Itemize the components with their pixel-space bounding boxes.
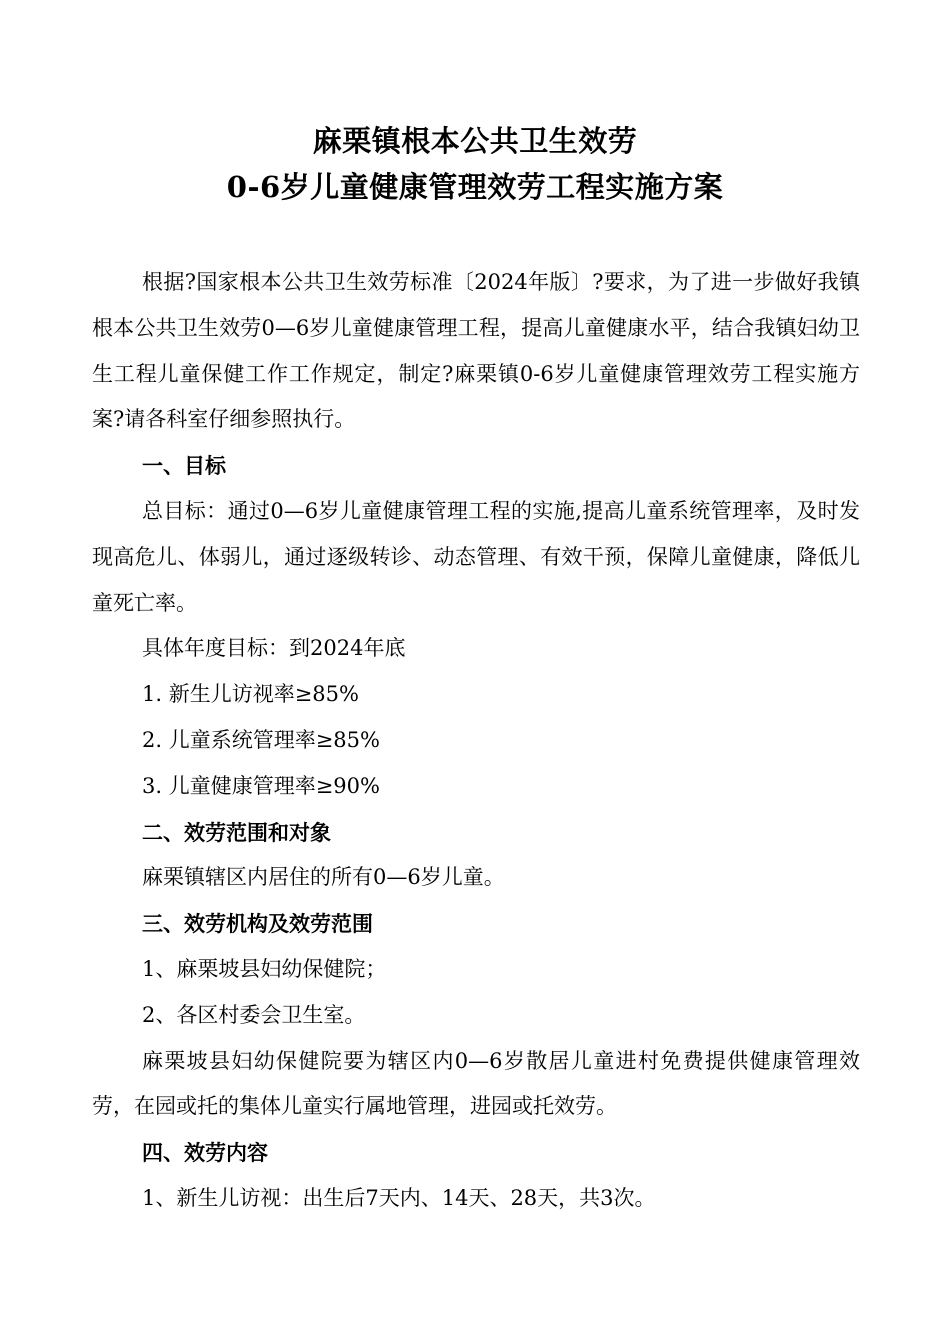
institution-paragraph: 麻栗坡县妇幼保健院要为辖区内0—6岁散居儿童进村免费提供健康管理效劳，在园或托的集体儿童实行属地管理，进园或托效劳。 [92,1048,860,1119]
institution-item: 2、各区村委会卫生室。 [142,1002,366,1027]
title-line-2: 0-6岁儿童健康管理效劳工程实施方案 [226,170,724,204]
document-body [92,260,860,1222]
section-2-heading: 二、效劳范围和对象 [142,819,331,845]
intro-paragraph: 根据?国家根本公共卫生效劳标准〔2024年版〕?要求，为了进一步做好我镇根本公共卫生效劳0—6岁儿童健康管理工程，提高儿童健康水平，结合我镇妇幼卫生工程儿童保健工作工作规定，制定?麻栗镇0-6岁儿童健康管理效劳工程实施方案?请各科室仔细参照执行。 [92,270,860,432]
overall-goal-paragraph: 总目标：通过0—6岁儿童健康管理工程的实施,提高儿童系统管理率，及时发现高危儿、体弱儿，通过逐级转诊、动态管理、有效干预，保障儿童健康，降低儿童死亡率。 [92,498,860,615]
service-item: 1、新生儿访视：出生后7天内、14天、28天，共3次。 [142,1185,656,1210]
institution-item: 1、麻栗坡县妇幼保健院； [142,956,387,981]
goal-item: 2. 儿童系统管理率≥85% [142,727,380,752]
goal-item: 1. 新生儿访视率≥85% [142,682,359,707]
title-line-1: 麻栗镇根本公共卫生效劳 [312,124,638,158]
section-1-heading: 一、目标 [142,453,226,479]
annual-goal-paragraph: 具体年度目标：到2024年底 [142,636,406,661]
goal-item: 3. 儿童健康管理率≥90% [142,773,380,798]
scope-paragraph: 麻栗镇辖区内居住的所有0—6岁儿童。 [142,865,505,890]
section-4-heading: 四、效劳内容 [142,1140,268,1166]
document-title [0,118,950,210]
section-3-heading: 三、效劳机构及效劳范围 [142,911,373,937]
